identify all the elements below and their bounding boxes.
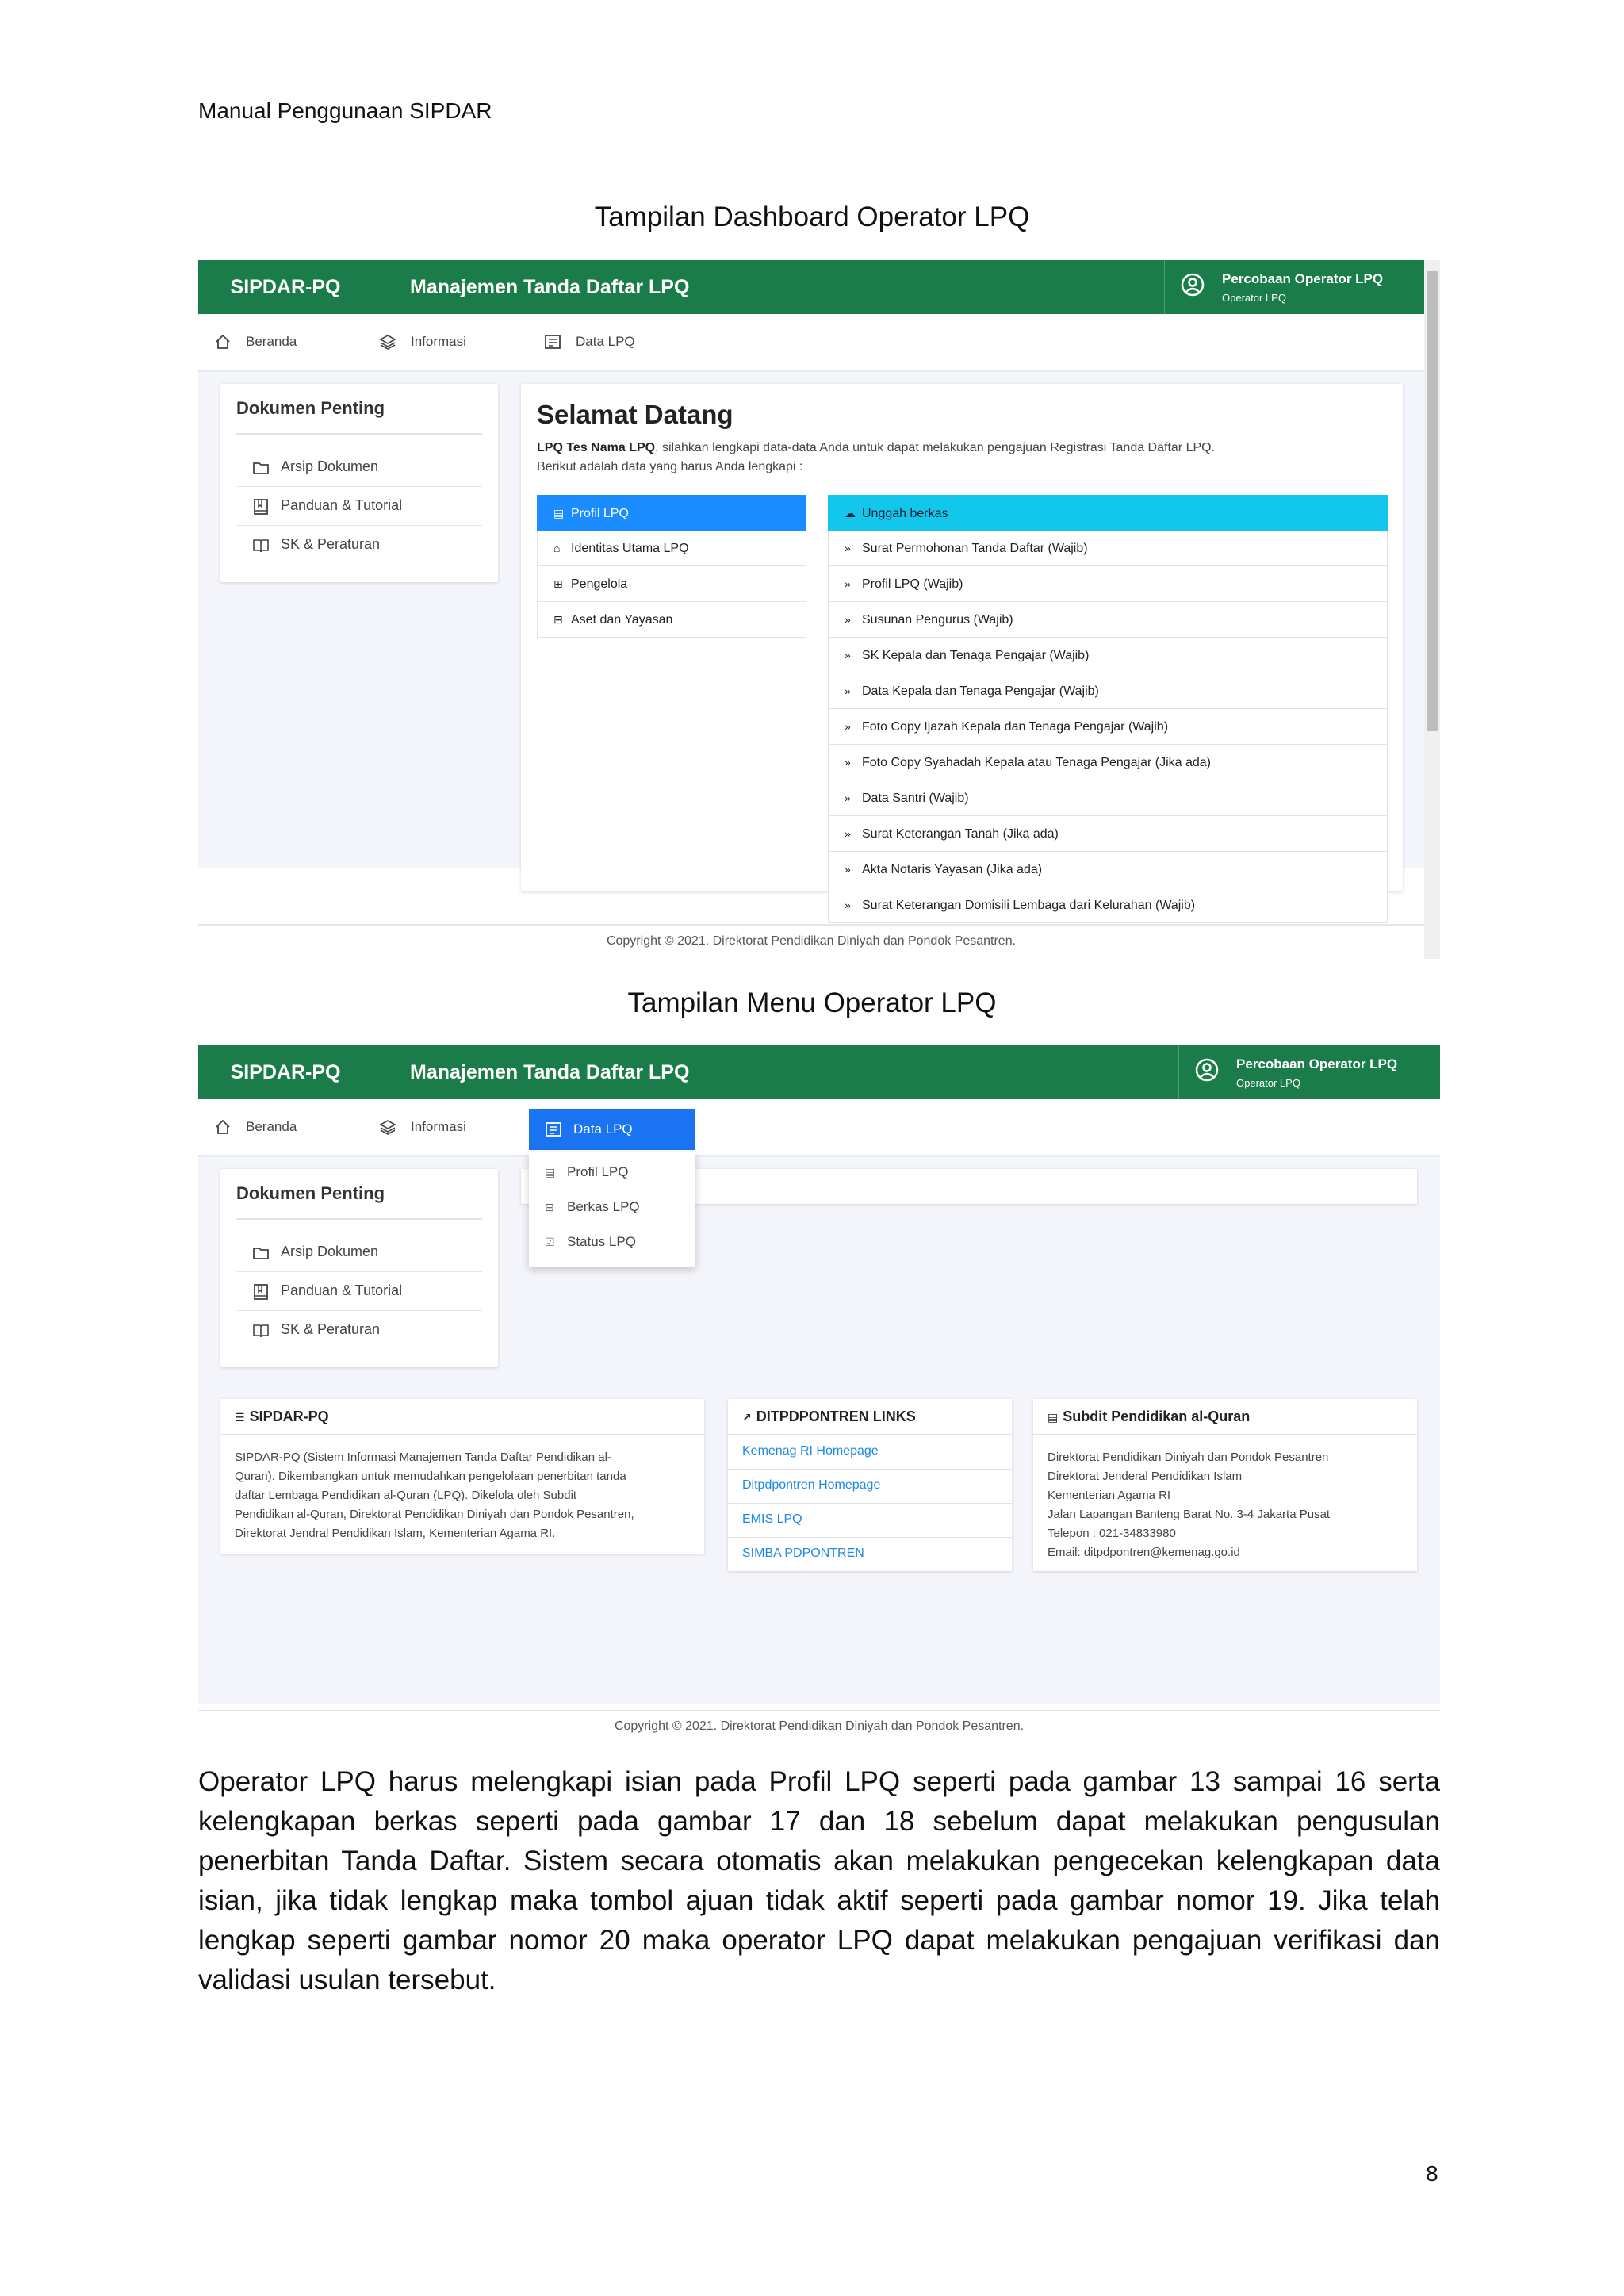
content-area (198, 372, 1424, 912)
nav-beranda[interactable] (214, 314, 333, 370)
top-bar (198, 260, 1424, 314)
documents-title: Dokumen Penting (236, 398, 385, 418)
nav-informasi-label: Informasi (411, 1119, 466, 1134)
open-book-icon (252, 537, 270, 554)
document-list-icon (544, 333, 561, 351)
upload-menu-head-label: Unggah berkas (862, 507, 948, 520)
book-icon (252, 1283, 270, 1301)
nav-informasi-label: Informasi (411, 334, 466, 349)
document-icon: ▤ (545, 1166, 556, 1179)
links-card-title-text: DITPDPONTREN LINKS (756, 1409, 916, 1424)
chevron-right-icon: » (845, 613, 851, 626)
lpq-name: LPQ Tes Nama LPQ (537, 441, 656, 454)
upload-item-label: Data Kepala dan Tenaga Pengajar (Wajib) (862, 684, 1099, 698)
building-icon: ⊟ (553, 613, 563, 626)
dropdown-item-label: Profil LPQ (567, 1164, 629, 1179)
menu-screenshot (198, 1045, 1440, 1743)
welcome-title: Selamat Datang (537, 400, 733, 429)
welcome-instruction: Berikut adalah data yang harus Anda lengkapi : (537, 460, 803, 473)
nav-data-lpq-label: Data LPQ (576, 334, 635, 349)
subdit-address (1048, 1448, 1403, 1562)
address-line: Kementerian Agama RI (1048, 1489, 1171, 1502)
welcome-intro (537, 441, 1215, 455)
address-line: Direktorat Jenderal Pendidikan Islam (1048, 1470, 1243, 1483)
upload-item-label: Foto Copy Ijazah Kepala dan Tenaga Pengajar (Wajib) (862, 720, 1169, 734)
nav-beranda[interactable] (214, 1099, 333, 1155)
dropdown-item-status[interactable] (529, 1225, 695, 1259)
chevron-right-icon: » (845, 649, 851, 661)
home-icon: ⌂ (553, 542, 561, 554)
user-name: Percobaan Operator LPQ (1222, 271, 1384, 286)
profile-menu-item-label: Pengelola (571, 577, 628, 591)
description-line: Quran). Dikembangkan untuk memudahkan pengelolaan penerbitan tanda (235, 1470, 626, 1483)
figure-caption-dashboard: Tampilan Dashboard Operator LPQ (594, 201, 1030, 232)
doc-item-label: SK & Peraturan (281, 536, 381, 552)
dropdown-item-label: Status LPQ (567, 1234, 636, 1249)
app-title: Manajemen Tanda Daftar LPQ (410, 276, 690, 298)
nav-informasi[interactable] (379, 314, 498, 370)
description-line: Direktorat Jendral Pendidikan Islam, Kementerian Agama RI. (235, 1527, 556, 1540)
user-circle-icon (1181, 273, 1205, 297)
doc-item-label: Arsip Dokumen (281, 458, 379, 474)
upload-item-label: Foto Copy Syahadah Kepala atau Tenaga Pengajar (Jika ada) (862, 756, 1212, 769)
link-item[interactable] (728, 1537, 1012, 1571)
nav-beranda-label: Beranda (246, 1119, 297, 1134)
link-item[interactable] (728, 1503, 1012, 1538)
doc-item-arsip[interactable] (236, 1232, 482, 1272)
link-label[interactable]: EMIS LPQ (742, 1512, 802, 1526)
chevron-right-icon: » (845, 720, 851, 733)
user-role: Operator LPQ (1236, 1077, 1300, 1089)
chevron-right-icon: » (845, 756, 851, 769)
body-paragraph: Operator LPQ harus melengkapi isian pada Profil LPQ seperti pada gambar 13 sampai 16 serta kelengkapan berkas seperti pada gambar 17 dan 18 sebelum dapat melakukan pengusulan penerbitan Tanda Daftar. Sistem secara otomatis akan melakukan pengecekan kelengkapan data isian, jika tidak lengkap maka tombol ajuan tidak aktif seperti pada gambar nomor 19. Jika telah lengkap seperti gambar nomor 20 maka operator LPQ dapat melakukan pengajuan verifikasi dan validasi usulan tersebut. (198, 1766, 1440, 1995)
sipdar-card-title-text: SIPDAR-PQ (249, 1409, 329, 1424)
document-icon: ▤ (1048, 1411, 1059, 1424)
user-menu[interactable] (1164, 260, 1425, 314)
sipdar-description (235, 1448, 690, 1543)
top-bar (198, 1045, 1440, 1099)
profile-menu-item-label: Identitas Utama LPQ (571, 542, 689, 555)
chevron-right-icon: » (845, 792, 851, 804)
document-header: Manual Penggunaan SIPDAR (198, 98, 492, 123)
footer-bar (198, 926, 1424, 959)
upload-item-label: Data Santri (Wajib) (862, 792, 969, 805)
cloud-upload-icon: ☁ (845, 507, 856, 519)
profile-menu-head[interactable] (537, 495, 806, 531)
nav-bar (198, 314, 1424, 372)
sipdar-card-title (235, 1409, 329, 1425)
nav-data-lpq-label: Data LPQ (573, 1121, 633, 1137)
divider (220, 1434, 704, 1435)
address-line: Jalan Lapangan Banteng Barat No. 3-4 Jakarta Pusat (1048, 1508, 1331, 1521)
home-icon (214, 1118, 232, 1136)
doc-item-label: SK & Peraturan (281, 1321, 381, 1337)
profile-menu-head-label: Profil LPQ (571, 507, 629, 520)
link-label[interactable]: Kemenag RI Homepage (742, 1444, 879, 1458)
profile-menu-item[interactable] (537, 566, 806, 602)
doc-item-panduan[interactable] (236, 1271, 482, 1311)
user-menu[interactable] (1178, 1045, 1440, 1099)
nav-informasi[interactable] (379, 1099, 498, 1155)
chevron-right-icon: » (845, 684, 851, 697)
doc-item-sk[interactable] (236, 1310, 482, 1349)
nav-data-lpq-active[interactable] (529, 1109, 695, 1150)
divider (1033, 1434, 1417, 1435)
upload-item[interactable] (828, 638, 1388, 673)
app-title: Manajemen Tanda Daftar LPQ (410, 1061, 690, 1083)
content-area (198, 1157, 1440, 1704)
server-icon: ☰ (235, 1411, 245, 1424)
chevron-right-icon: » (845, 542, 851, 554)
profile-menu-item-label: Aset dan Yayasan (571, 613, 673, 627)
file-box-icon: ⊟ (545, 1201, 554, 1213)
upload-item[interactable] (828, 745, 1388, 780)
address-line: Email: ditpdpontren@kemenag.go.id (1048, 1546, 1240, 1559)
upload-item-label: Surat Keterangan Tanah (Jika ada) (862, 827, 1059, 841)
user-circle-icon (1195, 1058, 1219, 1082)
doc-item-arsip[interactable] (236, 447, 482, 487)
upload-item[interactable] (828, 673, 1388, 709)
dropdown-item-berkas[interactable] (529, 1190, 695, 1225)
link-item[interactable] (728, 1435, 1012, 1470)
dashboard-screenshot (198, 260, 1440, 959)
upload-item-label: SK Kepala dan Tenaga Pengajar (Wajib) (862, 649, 1090, 662)
book-icon (252, 498, 270, 516)
profile-menu-item[interactable] (537, 531, 806, 566)
brand-logo[interactable]: SIPDAR-PQ (198, 260, 373, 314)
divider (236, 433, 482, 435)
folder-icon (252, 459, 270, 477)
chevron-right-icon: » (845, 899, 851, 911)
doc-item-panduan[interactable] (236, 486, 482, 526)
description-line: SIPDAR-PQ (Sistem Informasi Manajemen Tanda Daftar Pendidikan al- (235, 1451, 611, 1464)
description-line: daftar Lembaga Pendidikan al-Quran (LPQ). Dikelola oleh Subdit (235, 1489, 577, 1502)
folder-icon (252, 1244, 270, 1262)
chevron-right-icon: » (845, 863, 851, 876)
scrollbar[interactable] (1424, 260, 1440, 959)
copyright-footer: Copyright © 2021. Direktorat Pendidikan Diniyah dan Pondok Pesantren. (606, 934, 1017, 948)
sipdar-info-card (220, 1399, 704, 1554)
upload-item[interactable] (828, 780, 1388, 816)
upload-item-label: Surat Permohonan Tanda Daftar (Wajib) (862, 542, 1088, 555)
nav-beranda-label: Beranda (246, 334, 297, 349)
document-list-icon (545, 1121, 562, 1138)
footer-divider (198, 1710, 1440, 1711)
doc-item-sk[interactable] (236, 525, 482, 564)
brand-logo[interactable]: SIPDAR-PQ (198, 1045, 373, 1099)
chevron-right-icon: » (845, 827, 851, 840)
doc-item-label: Arsip Dokumen (281, 1244, 379, 1259)
copyright-footer: Copyright © 2021. Direktorat Pendidikan Diniyah dan Pondok Pesantren. (614, 1719, 1025, 1733)
upload-item[interactable] (828, 566, 1388, 602)
upload-item[interactable] (828, 602, 1388, 638)
check-square-icon: ☑ (545, 1236, 555, 1248)
document-icon: ▤ (553, 507, 565, 519)
documents-title: Dokumen Penting (236, 1183, 385, 1203)
subdit-card-title (1048, 1409, 1250, 1425)
links-card (728, 1399, 1012, 1571)
data-lpq-dropdown (529, 1152, 695, 1267)
person-icon: ⊞ (553, 577, 563, 590)
profile-menu-item[interactable] (537, 602, 806, 638)
external-link-icon: ↗ (742, 1411, 752, 1424)
address-line: Telepon : 021-34833980 (1048, 1527, 1176, 1540)
welcome-intro-text: , silahkan lengkapi data-data Anda untuk dapat melakukan pengajuan Registrasi Tanda Daftar LPQ. (655, 441, 1216, 454)
user-role: Operator LPQ (1222, 292, 1286, 304)
links-card-title (742, 1409, 916, 1425)
description-line: Pendidikan al-Quran, Direktorat Pendidikan Diniyah dan Pondok Pesantren, (235, 1508, 634, 1521)
upload-item[interactable] (828, 816, 1388, 852)
figure-caption-menu: Tampilan Menu Operator LPQ (627, 987, 997, 1018)
upload-item[interactable] (828, 852, 1388, 887)
dropdown-item-label: Berkas LPQ (567, 1199, 640, 1214)
link-item[interactable] (728, 1469, 1012, 1504)
upload-item-label: Surat Keterangan Domisili Lembaga dari Kelurahan (Wajib) (862, 899, 1196, 912)
upload-item[interactable] (828, 531, 1388, 566)
subdit-card-title-text: Subdit Pendidikan al-Quran (1063, 1409, 1251, 1424)
documents-card (220, 1169, 498, 1367)
home-icon (214, 333, 232, 351)
subdit-card (1033, 1399, 1417, 1571)
nav-data-lpq[interactable] (544, 314, 663, 370)
scrollbar-thumb[interactable] (1427, 271, 1438, 731)
upload-item-label: Profil LPQ (Wajib) (862, 577, 963, 591)
upload-menu-head[interactable] (828, 495, 1388, 531)
upload-item[interactable] (828, 709, 1388, 745)
open-book-icon (252, 1322, 270, 1340)
user-name: Percobaan Operator LPQ (1236, 1056, 1398, 1071)
welcome-card (521, 384, 1403, 912)
upload-item-label: Susunan Pengurus (Wajib) (862, 613, 1013, 627)
upload-item[interactable] (828, 887, 1388, 923)
doc-item-label: Panduan & Tutorial (281, 1282, 403, 1298)
page-number: 8 (1426, 2161, 1438, 2186)
divider (236, 1218, 482, 1220)
chevron-right-icon: » (845, 577, 851, 590)
link-label[interactable]: Ditpdpontren Homepage (742, 1478, 881, 1492)
upload-item-label: Akta Notaris Yayasan (Jika ada) (862, 863, 1043, 876)
nav-bar (198, 1099, 1440, 1157)
link-label[interactable]: SIMBA PDPONTREN (742, 1547, 864, 1560)
doc-item-label: Panduan & Tutorial (281, 497, 403, 513)
layers-icon (379, 1118, 396, 1136)
layers-icon (379, 333, 396, 351)
address-line: Direktorat Pendidikan Diniyah dan Pondok Pesantren (1048, 1451, 1329, 1464)
documents-card (220, 384, 498, 582)
dropdown-item-profil[interactable] (529, 1155, 695, 1190)
